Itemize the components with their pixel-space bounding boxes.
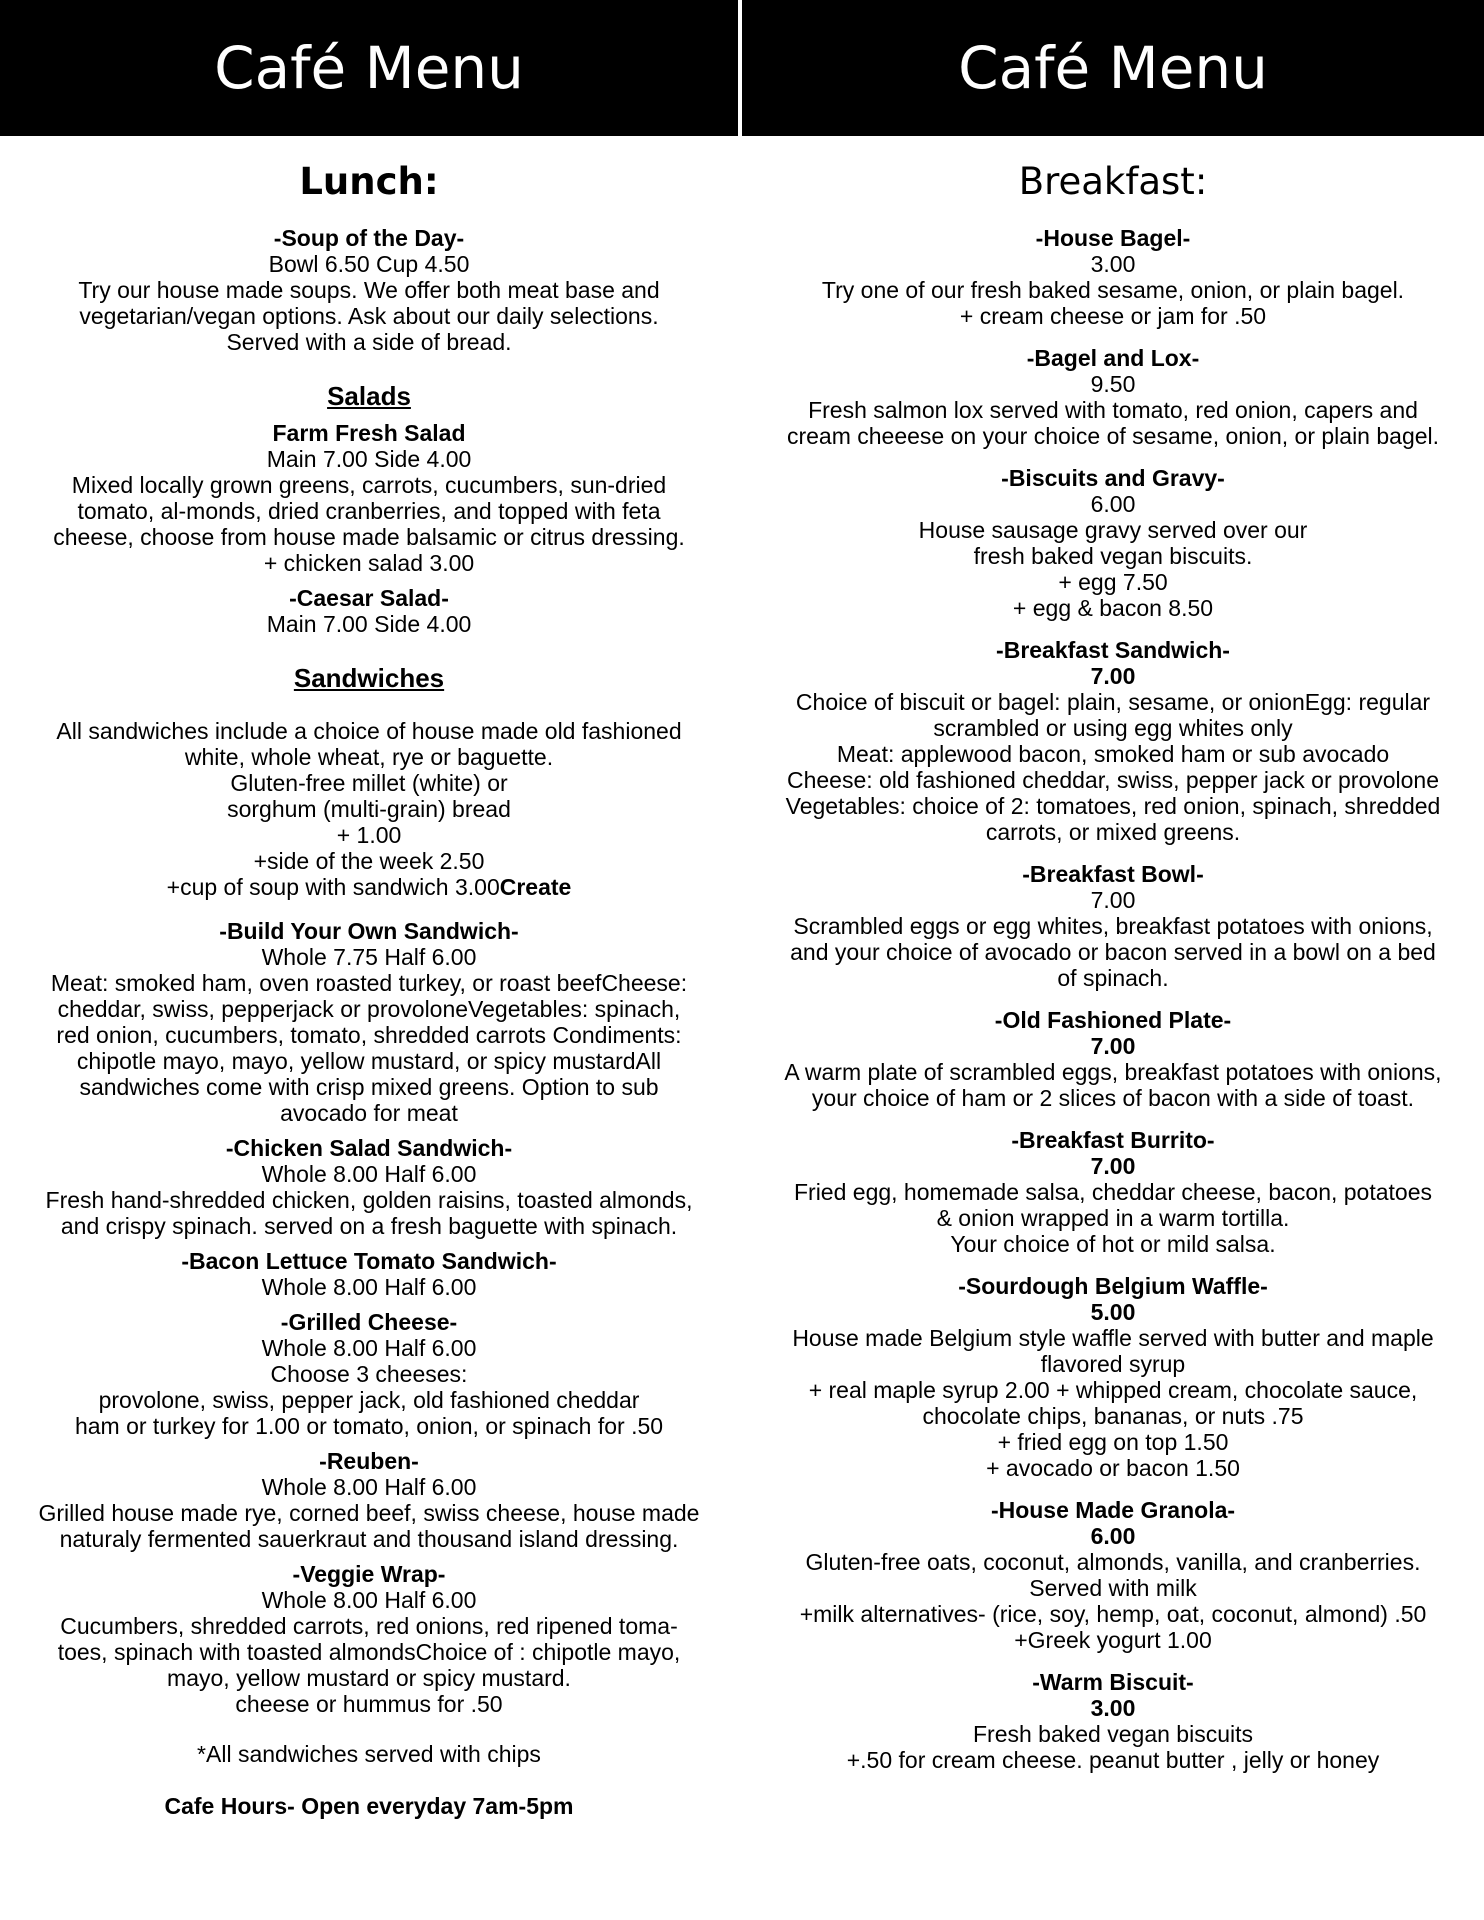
intro-line-text: +cup of soup with sandwich 3.00 <box>166 874 500 900</box>
item-desc-line: tomato, al-monds, dried cranberries, and topped with feta <box>77 498 661 524</box>
item-desc-line: mayo, yellow mustard or spicy mustard. <box>167 1665 571 1691</box>
item-desc-line: chipotle mayo, mayo, yellow mustard, or spicy mustardAll <box>76 1048 662 1074</box>
item-name: -Grilled Cheese- <box>280 1309 458 1335</box>
menu-item-caesar <box>30 585 708 637</box>
item-desc-line: + avocado or bacon 1.50 <box>986 1455 1240 1481</box>
item-price: Whole 8.00 Half 6.00 <box>261 1274 477 1300</box>
item-price: Whole 8.00 Half 6.00 <box>261 1335 477 1361</box>
item-desc-line: fresh baked vegan biscuits. <box>973 543 1253 569</box>
item-price: 3.00 <box>1090 1695 1136 1721</box>
item-desc-line: your choice of ham or 2 slices of bacon with a side of toast. <box>811 1085 1415 1111</box>
intro-line-bold: Create <box>499 874 572 900</box>
item-desc-line: Grilled house made rye, corned beef, swiss cheese, house made <box>38 1500 700 1526</box>
item-desc-line: Meat: applewood bacon, smoked ham or sub avocado <box>836 741 1390 767</box>
item-desc-line: provolone, swiss, pepper jack, old fashioned cheddar <box>98 1387 640 1413</box>
item-name: -Bagel and Lox- <box>1026 345 1200 371</box>
item-name: -Veggie Wrap- <box>292 1561 446 1587</box>
item-name: -Bacon Lettuce Tomato Sandwich- <box>181 1248 557 1274</box>
item-desc-line: avocado for meat <box>280 1100 458 1126</box>
left-banner-title: Café Menu <box>214 34 524 102</box>
item-desc-line: Vegetables: choice of 2: tomatoes, red onion, spinach, shredded <box>785 793 1441 819</box>
item-price: 7.00 <box>1090 1153 1136 1179</box>
right-banner <box>742 0 1484 136</box>
intro-line <box>30 874 708 900</box>
lunch-column <box>0 0 738 1920</box>
item-name: -Chicken Salad Sandwich- <box>225 1135 513 1161</box>
intro-line: white, whole wheat, rye or baguette. <box>184 744 554 770</box>
item-desc-line: flavored syrup <box>1040 1351 1186 1377</box>
sandwiches-heading: Sandwiches <box>293 663 445 693</box>
item-desc-line: +.50 for cream cheese. peanut butter , jelly or honey <box>846 1747 1380 1773</box>
breakfast-column <box>742 0 1484 1920</box>
menu-item-soup <box>30 225 708 355</box>
item-desc-line: Gluten-free oats, coconut, almonds, vanilla, and cranberries. <box>805 1549 1421 1575</box>
item-price: 6.00 <box>1090 491 1136 517</box>
intro-line: All sandwiches include a choice of house made old fashioned <box>56 718 682 744</box>
item-name: -Build Your Own Sandwich- <box>219 918 519 944</box>
item-desc-line: Try one of our fresh baked sesame, onion, or plain bagel. <box>821 277 1405 303</box>
item-price: Main 7.00 Side 4.00 <box>266 611 472 637</box>
item-desc-line: + egg & bacon 8.50 <box>1012 595 1214 621</box>
breakfast-item <box>762 225 1464 329</box>
item-desc-line: & onion wrapped in a warm tortilla. <box>936 1205 1290 1231</box>
item-name: -House Made Granola- <box>990 1497 1236 1523</box>
item-desc-line: Fried egg, homemade salsa, cheddar cheese, bacon, potatoes <box>793 1179 1432 1205</box>
item-desc-line: Fresh baked vegan biscuits <box>973 1721 1253 1747</box>
item-desc-line: cheese or hummus for .50 <box>235 1691 503 1717</box>
breakfast-items <box>762 225 1464 1773</box>
breakfast-item <box>762 1669 1464 1773</box>
item-desc-line: + real maple syrup 2.00 + whipped cream, chocolate sauce, <box>808 1377 1418 1403</box>
menu-item-reuben <box>30 1448 708 1552</box>
item-desc-line: Scrambled eggs or egg whites, breakfast potatoes with onions, <box>793 913 1433 939</box>
item-desc-line: + egg 7.50 <box>1058 569 1168 595</box>
item-desc-line: of spinach. <box>1057 965 1169 991</box>
menu-item-veggie-wrap <box>30 1561 708 1717</box>
salads-heading: Salads <box>327 381 411 411</box>
item-desc-line: Fresh hand-shredded chicken, golden raisins, toasted almonds, <box>45 1187 693 1213</box>
breakfast-item <box>762 1273 1464 1481</box>
item-name: -Breakfast Sandwich- <box>996 637 1230 663</box>
menu-item-farm-salad <box>30 420 708 576</box>
item-desc-line: House made Belgium style waffle served with butter and maple <box>792 1325 1434 1351</box>
item-price: 6.00 <box>1090 1523 1136 1549</box>
item-name: -Soup of the Day- <box>273 225 465 251</box>
intro-line: Gluten-free millet (white) or <box>230 770 508 796</box>
breakfast-item <box>762 465 1464 621</box>
item-desc-line: +milk alternatives- (rice, soy, hemp, oat, coconut, almond) .50 <box>799 1601 1427 1627</box>
item-desc-line: + fried egg on top 1.50 <box>997 1429 1229 1455</box>
item-desc-line: sandwiches come with crisp mixed greens. Option to sub <box>79 1074 659 1100</box>
item-desc-line: and your choice of avocado or bacon served in a bowl on a bed <box>790 939 1436 965</box>
left-banner <box>0 0 738 136</box>
item-name: -Breakfast Burrito- <box>1011 1127 1215 1153</box>
breakfast-item <box>762 1007 1464 1111</box>
item-price: Whole 7.75 Half 6.00 <box>261 944 477 970</box>
item-desc-line: Choose 3 cheeses: <box>270 1361 468 1387</box>
item-desc-line: vegetarian/vegan options. Ask about our daily selections. <box>79 303 659 329</box>
item-desc-line: Mixed locally grown greens, carrots, cucumbers, sun-dried <box>71 472 667 498</box>
item-name: -Breakfast Bowl- <box>1022 861 1204 887</box>
item-price: Main 7.00 Side 4.00 <box>266 446 472 472</box>
item-name: -Caesar Salad- <box>289 585 449 611</box>
item-desc-line: naturaly fermented sauerkraut and thousand island dressing. <box>59 1526 679 1552</box>
menu-item-build-your-own <box>30 918 708 1126</box>
breakfast-item <box>762 345 1464 449</box>
breakfast-item <box>762 861 1464 991</box>
item-desc-line: Your choice of hot or mild salsa. <box>950 1231 1276 1257</box>
item-desc-line: +Greek yogurt 1.00 <box>1014 1627 1212 1653</box>
item-name: Farm Fresh Salad <box>272 420 466 446</box>
item-desc-line: Cheese: old fashioned cheddar, swiss, pepper jack or provolone <box>786 767 1440 793</box>
item-desc-line: Choice of biscuit or bagel: plain, sesame, or onionEgg: regular <box>795 689 1431 715</box>
item-desc-line: toes, spinach with toasted almondsChoice of : chipotle mayo, <box>57 1639 681 1665</box>
menu-item-blt <box>30 1248 708 1300</box>
item-name: -Sourdough Belgium Waffle- <box>958 1273 1268 1299</box>
item-price: 7.00 <box>1090 887 1136 913</box>
item-price: Whole 8.00 Half 6.00 <box>261 1161 477 1187</box>
item-desc-line: Try our house made soups. We offer both meat base and <box>78 277 660 303</box>
item-name: -Warm Biscuit- <box>1032 1669 1194 1695</box>
lunch-content <box>0 160 738 1819</box>
item-name: -House Bagel- <box>1035 225 1191 251</box>
item-price: Whole 8.00 Half 6.00 <box>261 1474 477 1500</box>
item-price: 5.00 <box>1090 1299 1136 1325</box>
item-desc-line: + cream cheese or jam for .50 <box>959 303 1267 329</box>
item-name: -Old Fashioned Plate- <box>994 1007 1232 1033</box>
item-price: 9.50 <box>1090 371 1136 397</box>
breakfast-content <box>742 160 1484 1773</box>
item-name: -Reuben- <box>319 1448 419 1474</box>
item-price: 7.00 <box>1090 1033 1136 1059</box>
item-price: 3.00 <box>1090 251 1136 277</box>
item-desc-line: Cucumbers, shredded carrots, red onions, red ripened toma- <box>60 1613 678 1639</box>
item-price: Whole 8.00 Half 6.00 <box>261 1587 477 1613</box>
item-desc-line: cheese, choose from house made balsamic or citrus dressing. <box>53 524 685 550</box>
item-desc-line: Served with a side of bread. <box>226 329 512 355</box>
breakfast-title: Breakfast: <box>1018 160 1208 203</box>
item-desc-line: and crispy spinach. served on a fresh baguette with spinach. <box>60 1213 678 1239</box>
item-desc-line: cream cheeese on your choice of sesame, onion, or plain bagel. <box>786 423 1440 449</box>
intro-line: + 1.00 <box>336 822 402 848</box>
chips-note: *All sandwiches served with chips <box>197 1741 541 1767</box>
breakfast-item <box>762 1497 1464 1653</box>
intro-line: sorghum (multi-grain) bread <box>227 796 511 822</box>
item-desc-line: Meat: smoked ham, oven roasted turkey, or roast beefCheese: <box>50 970 688 996</box>
sandwich-intro <box>30 718 708 900</box>
item-desc-line: cheddar, swiss, pepperjack or provoloneVegetables: spinach, <box>57 996 681 1022</box>
item-desc-line: A warm plate of scrambled eggs, breakfast potatoes with onions, <box>784 1059 1442 1085</box>
item-desc-line: chocolate chips, bananas, or nuts .75 <box>922 1403 1304 1429</box>
lunch-title: Lunch: <box>299 160 439 203</box>
breakfast-item <box>762 637 1464 845</box>
item-desc-line: Served with milk <box>1029 1575 1197 1601</box>
item-desc-line: + chicken salad 3.00 <box>263 550 475 576</box>
intro-line: +side of the week 2.50 <box>253 848 485 874</box>
item-desc-line: scrambled or using egg whites only <box>933 715 1293 741</box>
item-desc-line: Fresh salmon lox served with tomato, red onion, capers and <box>808 397 1418 423</box>
item-desc-line: carrots, or mixed greens. <box>985 819 1241 845</box>
breakfast-item <box>762 1127 1464 1257</box>
item-name: -Biscuits and Gravy- <box>1001 465 1225 491</box>
menu-item-chicken-salad <box>30 1135 708 1239</box>
menu-item-grilled-cheese <box>30 1309 708 1439</box>
right-banner-title: Café Menu <box>958 34 1268 102</box>
item-price: Bowl 6.50 Cup 4.50 <box>268 251 470 277</box>
item-price: 7.00 <box>1090 663 1136 689</box>
item-desc-line: ham or turkey for 1.00 or tomato, onion, or spinach for .50 <box>74 1413 664 1439</box>
cafe-hours: Cafe Hours- Open everyday 7am-5pm <box>164 1793 574 1819</box>
item-desc-line: House sausage gravy served over our <box>918 517 1308 543</box>
item-desc-line: red onion, cucumbers, tomato, shredded carrots Condiments: <box>56 1022 682 1048</box>
